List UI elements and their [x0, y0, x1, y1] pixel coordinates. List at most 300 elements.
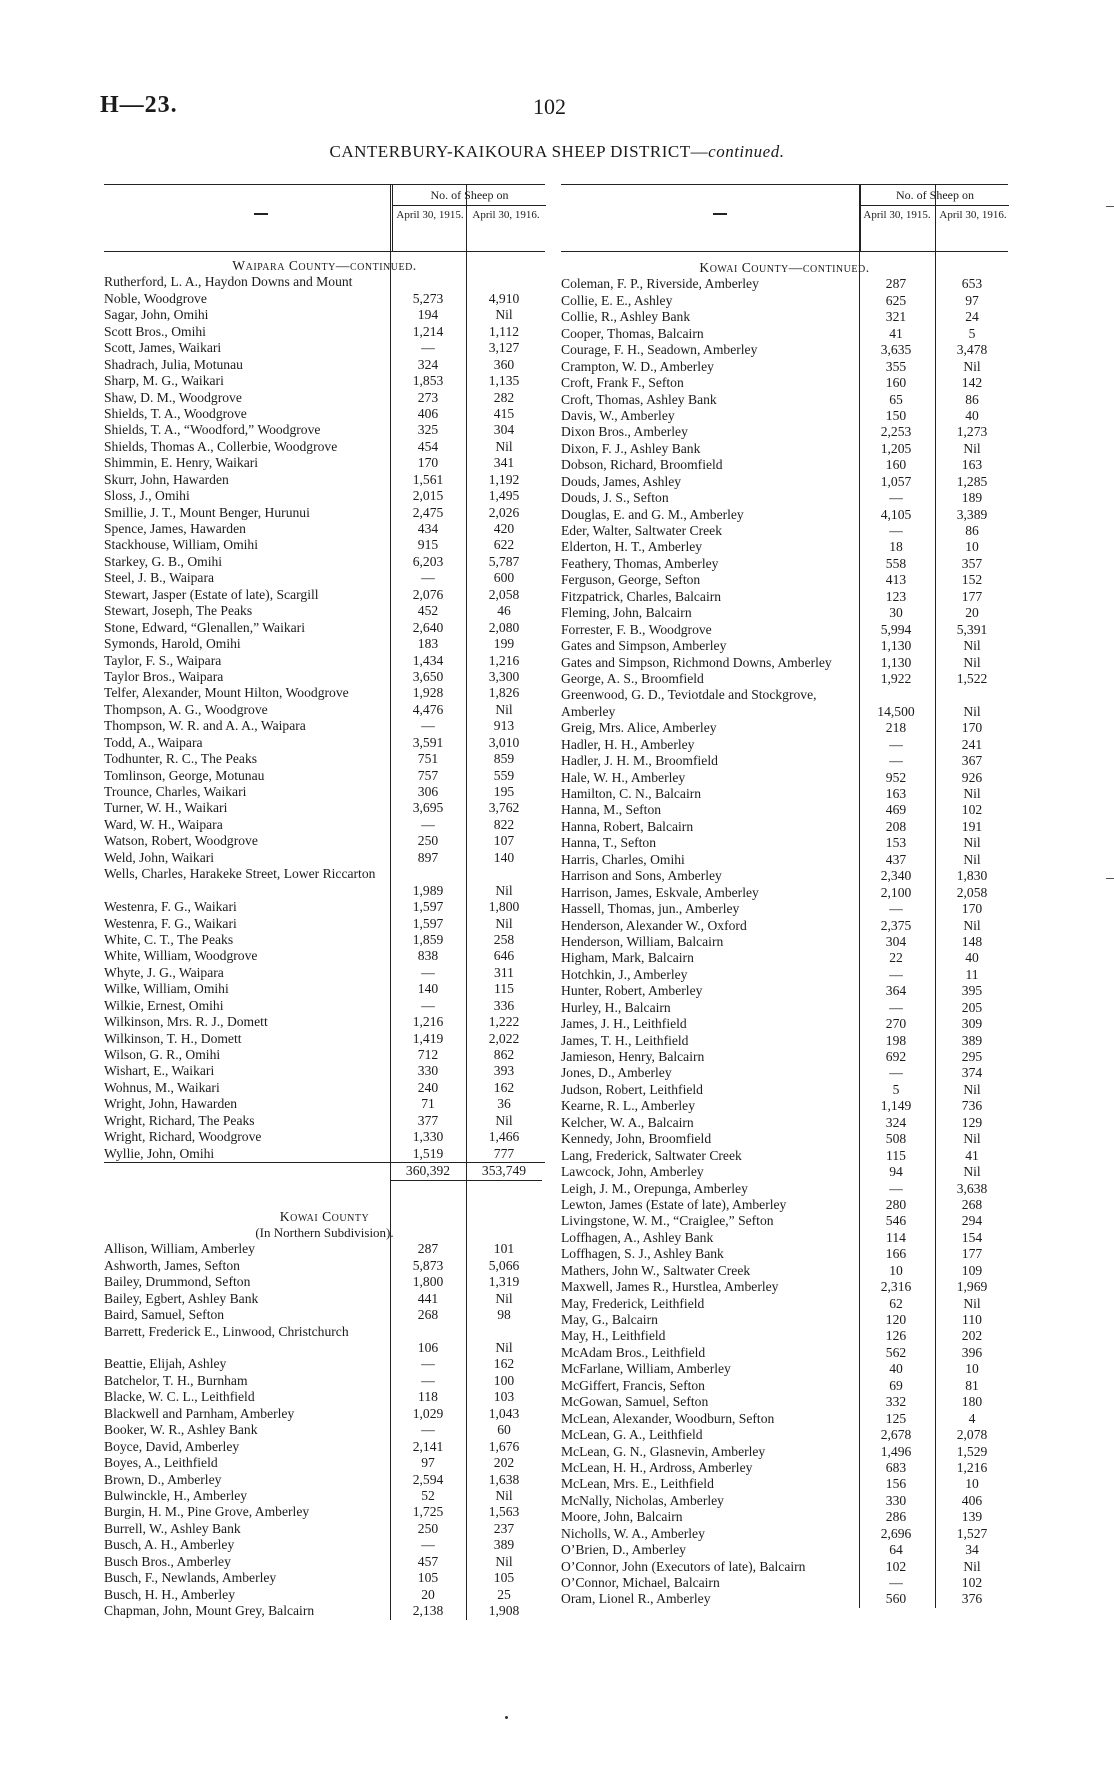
- sheep-1915: —: [421, 1356, 435, 1372]
- sheep-1915: 10: [889, 1262, 903, 1278]
- sheep-1916: 20: [965, 605, 979, 621]
- table-row: [561, 1312, 1008, 1328]
- sheep-1916: Nil: [963, 917, 981, 933]
- table-row: [104, 965, 545, 981]
- holder-name: McLean, Alexander, Woodburn, Sefton: [561, 1410, 775, 1426]
- sheep-1915: 441: [417, 1290, 439, 1306]
- sheep-1916: 393: [493, 1063, 515, 1079]
- table-row: [561, 967, 1008, 983]
- sheep-1916: 3,300: [488, 668, 520, 684]
- holder-name: Sagar, John, Omihi: [104, 307, 209, 323]
- sheep-1916: 822: [493, 816, 515, 832]
- sheep-1915: 1,519: [412, 1145, 444, 1161]
- sheep-1915: 1,928: [412, 685, 444, 701]
- sheep-1915: 183: [417, 636, 439, 652]
- sheep-1915: 751: [417, 751, 439, 767]
- sheep-1915: 69: [889, 1377, 903, 1393]
- table-row: [104, 685, 545, 701]
- sheep-1915: 1,859: [412, 931, 444, 947]
- sheep-1916: Nil: [963, 1131, 981, 1147]
- sheep-1916: 1,638: [488, 1471, 520, 1487]
- table-row: [561, 474, 1008, 490]
- sheep-1915: —: [421, 570, 435, 586]
- holder-name: Wyllie, John, Omihi: [104, 1145, 215, 1161]
- column-rule: [390, 184, 391, 1620]
- table-row: [561, 1591, 1008, 1607]
- sheep-1915: 434: [417, 521, 439, 537]
- sheep-1916: 559: [493, 767, 515, 783]
- sheep-1915: 1,057: [880, 473, 912, 489]
- sheep-1916: 60: [497, 1422, 511, 1438]
- sheep-1915: 2,141: [412, 1438, 444, 1454]
- table-row: [104, 636, 545, 652]
- table-row: [104, 998, 545, 1014]
- sheep-1916: 304: [493, 422, 515, 438]
- sheep-1916: 3,127: [488, 340, 520, 356]
- sheep-1915: 2,375: [880, 917, 912, 933]
- holder-name: Smillie, J. T., Mount Benger, Hurunui: [104, 504, 310, 520]
- sheep-1916: Nil: [495, 882, 513, 898]
- sheep-1915: 1,725: [412, 1504, 444, 1520]
- sheep-1916: Nil: [495, 701, 513, 717]
- sheep-1915: 2,253: [880, 424, 912, 440]
- holder-name: O’Brien, D., Amberley: [561, 1542, 686, 1558]
- sheep-1916: 309: [961, 1016, 983, 1032]
- sheep-1916: 415: [493, 405, 515, 421]
- sheep-1916: 1,216: [488, 652, 520, 668]
- holder-name: Beattie, Elijah, Ashley: [104, 1356, 227, 1372]
- table-row: [561, 309, 1008, 325]
- sheep-1915: 1,989: [412, 882, 444, 898]
- sheep-1915: 2,100: [880, 884, 912, 900]
- sheep-1915: —: [889, 736, 903, 752]
- table-row: [561, 1279, 1008, 1295]
- holder-name: Douglas, E. and G. M., Amberley: [561, 506, 744, 522]
- sheep-1916: 148: [961, 933, 983, 949]
- section-heading: Kowai County: [279, 1208, 370, 1224]
- sheep-1916: 97: [965, 292, 979, 308]
- table-row: [104, 1274, 545, 1290]
- table-row: [561, 1575, 1008, 1591]
- holder-name: Taylor, F. S., Waipara: [104, 652, 222, 668]
- table-row: [561, 983, 1008, 999]
- holder-name: McNally, Nicholas, Amberley: [561, 1492, 724, 1508]
- holder-name: Ferguson, George, Sefton: [561, 572, 701, 588]
- sheep-1916: 40: [965, 950, 979, 966]
- sheep-1915: 218: [885, 720, 907, 736]
- sheep-1915: —: [421, 1422, 435, 1438]
- sheep-1915: 1,214: [412, 323, 444, 339]
- page-number: 102: [533, 94, 566, 119]
- holder-name: George, A. S., Broomfield: [561, 670, 704, 686]
- sheep-1916: 162: [493, 1079, 515, 1095]
- table-row: [561, 720, 1008, 736]
- table-row: [561, 1460, 1008, 1476]
- page-title: [0, 142, 1114, 162]
- sheep-1916: 1,192: [488, 471, 520, 487]
- table-row: [561, 359, 1008, 375]
- table-row: [561, 293, 1008, 309]
- table-row: [104, 570, 545, 586]
- table-row: [104, 1014, 545, 1030]
- sheep-1915: 270: [885, 1016, 907, 1032]
- table-row: [561, 276, 1008, 292]
- holder-name: Shields, Thomas A., Collerbie, Woodgrove: [104, 438, 338, 454]
- sheep-1916: 180: [961, 1394, 983, 1410]
- sheep-1916: 1,800: [488, 899, 520, 915]
- sheep-1916: Nil: [495, 438, 513, 454]
- sheep-1916: 294: [961, 1213, 983, 1229]
- table-row: [561, 392, 1008, 408]
- sheep-1916: Nil: [495, 1112, 513, 1128]
- sheep-1915: 106: [417, 1340, 439, 1356]
- sheep-1915: 1,130: [880, 654, 912, 670]
- sheep-1915: 102: [885, 1558, 907, 1574]
- sheep-1915: —: [421, 816, 435, 832]
- sheep-1916: 115: [494, 981, 514, 997]
- sheep-1916: 1,273: [956, 424, 988, 440]
- sheep-1916: Nil: [963, 1295, 981, 1311]
- sheep-1916: 622: [493, 537, 515, 553]
- holder-name: White, C. T., The Peaks: [104, 931, 234, 947]
- holder-name: Brown, D., Amberley: [104, 1471, 222, 1487]
- sheep-1916: 1,285: [956, 473, 988, 489]
- holder-name: Wright, Richard, The Peaks: [104, 1112, 255, 1128]
- sheep-1916: 395: [961, 983, 983, 999]
- sheep-1916: 86: [965, 523, 979, 538]
- table-row: [104, 1472, 545, 1488]
- table-row: [561, 1559, 1008, 1575]
- holder-name: Greenwood, G. D., Teviotdale and Stockgrove, Amberley: [561, 687, 817, 719]
- table-row: [104, 850, 545, 866]
- sheep-1916: 46: [497, 603, 511, 619]
- holder-name: Dobson, Richard, Broomfield: [561, 457, 723, 473]
- sheep-1916: 1,466: [488, 1129, 520, 1145]
- sheep-1915: 273: [417, 389, 439, 405]
- sheep-1915: —: [889, 1065, 903, 1081]
- table-row: [561, 556, 1008, 572]
- sheep-1916: Nil: [963, 638, 981, 654]
- sheep-1916: 102: [961, 1575, 983, 1591]
- sheep-1915: 1,434: [412, 652, 444, 668]
- sheep-1916: 859: [493, 751, 515, 767]
- table-row: [104, 932, 545, 948]
- sheep-1915: —: [889, 753, 903, 769]
- sheep-1916: 1,043: [488, 1405, 520, 1421]
- holder-name: Taylor Bros., Waipara: [104, 668, 224, 684]
- table-row: [561, 1213, 1008, 1229]
- sheep-1915: 1,597: [412, 915, 444, 931]
- table-row: [104, 735, 545, 751]
- holder-name: Boyes, A., Leithfield: [104, 1455, 218, 1471]
- page-code: H—23.: [100, 92, 178, 118]
- sheep-1915: 2,696: [880, 1525, 912, 1541]
- sheep-1916: Nil: [963, 835, 981, 851]
- sheep-1915: 120: [885, 1312, 907, 1328]
- sheep-1915: 625: [885, 292, 907, 308]
- sheep-1916: 202: [961, 1328, 983, 1344]
- holder-name: Gates and Simpson, Richmond Downs, Amberley: [561, 654, 832, 670]
- sheep-1915: 4,105: [880, 506, 912, 522]
- sheep-1915: 14,500: [877, 703, 915, 719]
- sheep-1915: 1,922: [880, 670, 912, 686]
- sheep-1915: 41: [889, 325, 903, 341]
- sheep-1915: 5,873: [412, 1257, 444, 1273]
- sheep-1916: 81: [965, 1377, 979, 1393]
- sheep-1916: 101: [493, 1241, 515, 1257]
- table-row: [561, 375, 1008, 391]
- holder-name: Ward, W. H., Waipara: [104, 816, 223, 832]
- table-row: [561, 1246, 1008, 1262]
- sheep-1916: Nil: [963, 1558, 981, 1574]
- holder-name: Stewart, Jasper (Estate of late), Scargill: [104, 586, 319, 602]
- table-row: [104, 357, 545, 373]
- holder-name: Hale, W. H., Amberley: [561, 769, 686, 785]
- sheep-1915: 1,330: [412, 1129, 444, 1145]
- sheep-1915: 64: [889, 1542, 903, 1558]
- holder-name: Tomlinson, George, Motunau: [104, 767, 265, 783]
- sheep-1916: 3,762: [488, 800, 520, 816]
- table-row: [104, 324, 545, 340]
- holder-name: Hanna, Robert, Balcairn: [561, 818, 694, 834]
- sheep-1916: Nil: [963, 358, 981, 374]
- sheep-1916: 110: [962, 1312, 982, 1328]
- table-row: [104, 340, 545, 356]
- table-row: [104, 1096, 545, 1112]
- sheep-1915: 377: [417, 1112, 439, 1128]
- sheep-1916: 195: [493, 784, 515, 800]
- holder-name: Sloss, J., Omihi: [104, 488, 190, 504]
- sheep-1915: 915: [417, 537, 439, 553]
- table-row: [104, 406, 545, 422]
- table-row: [561, 1065, 1008, 1081]
- table-row: [561, 687, 1008, 720]
- holder-name: Watson, Robert, Woodgrove: [104, 833, 258, 849]
- table-row: [104, 1047, 545, 1063]
- sheep-1915: 150: [885, 407, 907, 423]
- section-heading: Waipara County—continued.: [232, 258, 417, 273]
- sheep-1916: 1,826: [488, 685, 520, 701]
- table-row: [104, 422, 545, 438]
- holder-name: Crampton, W. D., Amberley: [561, 358, 714, 374]
- holder-name: Wright, Richard, Woodgrove: [104, 1129, 262, 1145]
- holder-name: McAdam Bros., Leithfield: [561, 1344, 706, 1360]
- sheep-1915: 240: [417, 1079, 439, 1095]
- sheep-1915: 94: [889, 1164, 903, 1180]
- table-row: [104, 1129, 545, 1145]
- holder-name: Stone, Edward, “Glenallen,” Waikari: [104, 619, 305, 635]
- holder-name: Elderton, H. T., Amberley: [561, 539, 703, 555]
- table-row: [104, 472, 545, 488]
- sheep-1916: 109: [961, 1262, 983, 1278]
- sheep-1916: 41: [965, 1147, 979, 1163]
- sheep-1915: 118: [418, 1389, 438, 1405]
- sheep-1916: 102: [961, 802, 983, 818]
- sheep-1916: 1,529: [956, 1443, 988, 1459]
- holder-name: Jamieson, Henry, Balcairn: [561, 1049, 705, 1065]
- table-row: [104, 439, 545, 455]
- margin-mark: [1106, 878, 1114, 879]
- sheep-1915: 2,138: [412, 1603, 444, 1619]
- table-row: [104, 1241, 545, 1257]
- table-row: [104, 1504, 545, 1520]
- table-row: [561, 1378, 1008, 1394]
- sheep-1915: 287: [417, 1241, 439, 1257]
- sheep-1915: 1,597: [412, 899, 444, 915]
- sheep-1915: 469: [885, 802, 907, 818]
- sheep-1916: 5,391: [956, 621, 988, 637]
- holder-name: Moore, John, Balcairn: [561, 1509, 683, 1525]
- table-row: [104, 455, 545, 471]
- holder-name: Shaw, D. M., Woodgrove: [104, 389, 242, 405]
- table-row: [104, 833, 545, 849]
- holder-name: McLean, Mrs. E., Leithfield: [561, 1476, 714, 1492]
- sheep-1915: —: [889, 966, 903, 982]
- sheep-1916: Nil: [963, 851, 981, 867]
- holder-name: Kennedy, John, Broomfield: [561, 1131, 712, 1147]
- right-column: [561, 184, 1008, 1608]
- holder-name: Oram, Lionel R., Amberley: [561, 1591, 711, 1607]
- holder-name: Forrester, F. B., Woodgrove: [561, 621, 712, 637]
- holder-name: Batchelor, T. H., Burnham: [104, 1372, 248, 1388]
- sheep-1916: 170: [961, 901, 983, 917]
- holder-name: Kearne, R. L., Amberley: [561, 1098, 696, 1114]
- holder-name: Douds, J. S., Sefton: [561, 490, 669, 506]
- table-row: [104, 1146, 545, 1162]
- holder-name: Harrison, James, Eskvale, Amberley: [561, 884, 759, 900]
- holder-name: Westenra, F. G., Waikari: [104, 899, 237, 915]
- table-row: [561, 1444, 1008, 1460]
- sheep-1915: 287: [885, 276, 907, 292]
- sheep-1916: 311: [494, 964, 514, 980]
- sheep-1915: 114: [886, 1229, 906, 1245]
- holder-name: O’Connor, Michael, Balcairn: [561, 1575, 720, 1591]
- table-row: [561, 1098, 1008, 1114]
- sheep-1916: Nil: [495, 1290, 513, 1306]
- sheep-1916: 189: [961, 490, 983, 506]
- sheep-1916: 162: [493, 1356, 515, 1372]
- holder-name: Nicholls, W. A., Amberley: [561, 1525, 705, 1541]
- holder-name: Blackwell and Parnham, Amberley: [104, 1405, 295, 1421]
- sheep-1915: 3,635: [880, 342, 912, 358]
- sheep-1916: Nil: [963, 703, 981, 719]
- sheep-1916: 376: [961, 1591, 983, 1607]
- sheep-1915: —: [421, 340, 435, 356]
- table-row: [561, 1509, 1008, 1525]
- sheep-1915: 560: [885, 1591, 907, 1607]
- sheep-1916: 100: [493, 1372, 515, 1388]
- page-dot: [505, 1716, 508, 1719]
- table-row: [561, 1542, 1008, 1558]
- table-row: [561, 523, 1008, 539]
- sheep-1915: 306: [417, 784, 439, 800]
- table-row: [104, 1291, 545, 1307]
- sheep-1916: 646: [493, 948, 515, 964]
- holder-name: McFarlane, William, Amberley: [561, 1361, 731, 1377]
- sheep-1916: 1,527: [956, 1525, 988, 1541]
- holder-name: Todd, A., Waipara: [104, 734, 203, 750]
- table-row: [104, 587, 545, 603]
- sheep-1915: 105: [417, 1570, 439, 1586]
- sheep-1916: 374: [961, 1065, 983, 1081]
- holder-name: Hadler, J. H. M., Broomfield: [561, 753, 718, 769]
- holder-name: Booker, W. R., Ashley Bank: [104, 1422, 258, 1438]
- sheep-1916: 3,478: [956, 342, 988, 358]
- holder-name: Shields, T. A., “Woodford,” Woodgrove: [104, 422, 321, 438]
- holder-name: James, J. H., Leithfield: [561, 1016, 687, 1032]
- sheep-1915: 332: [885, 1394, 907, 1410]
- holder-name: Skurr, John, Hawarden: [104, 471, 229, 487]
- sheep-1916: 3,638: [956, 1180, 988, 1196]
- sheep-1916: 107: [493, 833, 515, 849]
- holder-name: Rutherford, L. A., Haydon Downs and Mount Noble, Woodgrove: [104, 274, 353, 306]
- sheep-1915: 692: [885, 1049, 907, 1065]
- sheep-1915: —: [889, 523, 903, 538]
- sheep-1916: Nil: [963, 1081, 981, 1097]
- sheep-1915: 330: [417, 1063, 439, 1079]
- sheep-1916: 237: [493, 1520, 515, 1536]
- sheep-1916: 357: [961, 555, 983, 571]
- holder-name: Lewton, James (Estate of late), Amberley: [561, 1196, 787, 1212]
- table-row: [561, 1493, 1008, 1509]
- sheep-1916: 36: [497, 1096, 511, 1112]
- sheep-1915: 324: [885, 1114, 907, 1130]
- sheep-1916: 777: [493, 1145, 515, 1161]
- sheep-1916: 1,216: [956, 1459, 988, 1475]
- table-row: [104, 751, 545, 767]
- column-rule: [935, 184, 936, 1608]
- sheep-1915: 160: [885, 457, 907, 473]
- sheep-1916: 10: [965, 1361, 979, 1377]
- left-sheep-header-title: No. of Sheep on: [393, 185, 546, 206]
- holder-name: Todhunter, R. C., The Peaks: [104, 751, 258, 767]
- sheep-1915: 3,591: [412, 734, 444, 750]
- sheep-1915: 286: [885, 1509, 907, 1525]
- holder-name: Barrett, Frederick E., Linwood, Christchurch: [104, 1323, 349, 1339]
- holder-name: Eder, Walter, Saltwater Creek: [561, 523, 722, 538]
- sheep-1916: 389: [493, 1537, 515, 1553]
- table-row: [561, 408, 1008, 424]
- sheep-1916: 653: [961, 276, 983, 292]
- sheep-1915: 324: [417, 356, 439, 372]
- holder-name: Mathers, John W., Saltwater Creek: [561, 1262, 751, 1278]
- table-row: [561, 507, 1008, 523]
- holder-name: Wilkinson, T. H., Domett: [104, 1030, 242, 1046]
- sheep-1916: 2,080: [488, 619, 520, 635]
- holder-name: Greig, Mrs. Alice, Amberley: [561, 720, 717, 736]
- holder-name: Wohnus, M., Waikari: [104, 1079, 220, 1095]
- sheep-1915: 952: [885, 769, 907, 785]
- sheep-1915: 5: [892, 1081, 900, 1097]
- holder-name: May, H., Leithfield: [561, 1328, 666, 1344]
- sheep-1915: 62: [889, 1295, 903, 1311]
- holder-name: Fleming, John, Balcairn: [561, 605, 692, 621]
- sheep-1916: 191: [961, 818, 983, 834]
- sheep-1916: 5,787: [488, 553, 520, 569]
- sheep-1916: 926: [961, 769, 983, 785]
- sheep-1916: 406: [961, 1492, 983, 1508]
- holder-name: Loffhagen, A., Ashley Bank: [561, 1229, 714, 1245]
- table-row: [561, 1197, 1008, 1213]
- holder-name: Harris, Charles, Omihi: [561, 851, 685, 867]
- sheep-1915: 321: [885, 309, 907, 325]
- sheep-1915: —: [421, 718, 435, 734]
- table-row: [104, 505, 545, 521]
- sheep-1916: 1,495: [488, 488, 520, 504]
- table-row: [561, 786, 1008, 802]
- table-row: [104, 981, 545, 997]
- sheep-1915: 5,994: [880, 621, 912, 637]
